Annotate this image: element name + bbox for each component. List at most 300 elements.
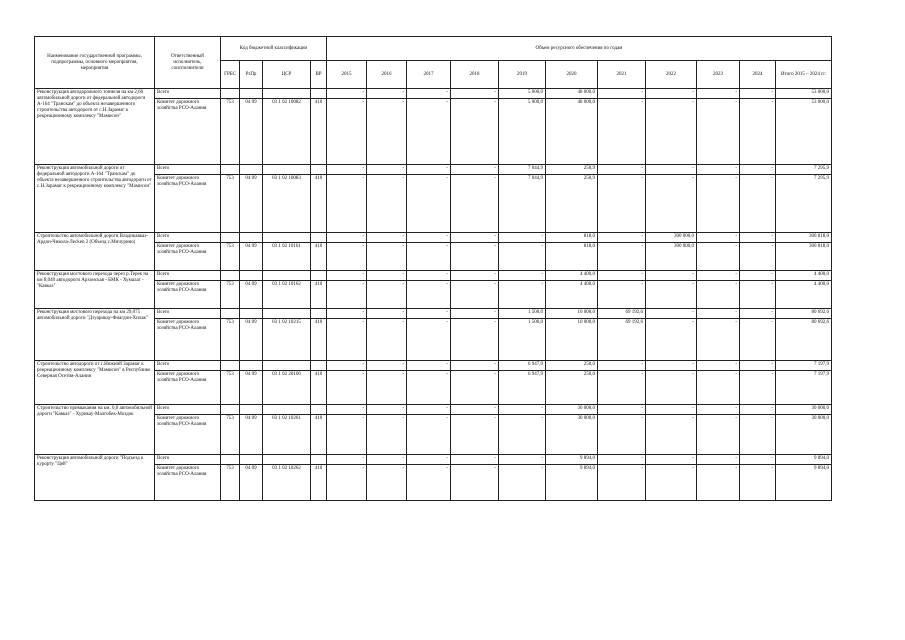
year-value: - — [646, 175, 697, 233]
empty-cell — [221, 361, 240, 371]
year-value: - — [646, 281, 697, 309]
year-value: - — [598, 361, 646, 371]
year-value: - — [367, 271, 407, 281]
empty-cell — [263, 165, 311, 175]
year-value: - — [697, 405, 740, 415]
header-year: 2021 — [598, 61, 646, 89]
year-value: - — [646, 89, 697, 99]
grbs-code: 753 — [221, 175, 240, 233]
year-value: - — [367, 465, 407, 501]
year-value: - — [367, 319, 407, 361]
year-value: - — [499, 271, 546, 281]
year-value: - — [367, 415, 407, 455]
header-year: 2018 — [451, 61, 499, 89]
year-value: - — [740, 455, 776, 465]
budget-table — [34, 36, 832, 501]
year-value: 250,9 — [546, 165, 598, 175]
year-value: - — [327, 319, 367, 361]
executor-name: Комитет дорожного хозяйства РСО-Алания — [155, 465, 221, 501]
year-value: - — [740, 371, 776, 405]
csr-code: 03 1 02 10261 — [263, 415, 311, 455]
year-value: - — [451, 233, 499, 243]
project-total-row — [35, 89, 832, 99]
year-value: - — [740, 281, 776, 309]
year-value: - — [740, 319, 776, 361]
empty-cell — [263, 405, 311, 415]
header-year: 2023 — [697, 61, 740, 89]
empty-cell — [240, 89, 263, 99]
table-body — [35, 89, 832, 501]
year-value: - — [367, 89, 407, 99]
year-value: - — [499, 415, 546, 455]
row-total: 7 295,9 — [776, 175, 832, 233]
year-value: - — [697, 99, 740, 165]
year-value: - — [598, 243, 646, 271]
header-vr: ВР — [311, 61, 327, 89]
year-value: - — [646, 455, 697, 465]
row-label: Всего — [155, 405, 221, 415]
year-value: - — [407, 89, 451, 99]
year-value: - — [451, 309, 499, 319]
empty-cell — [311, 455, 327, 465]
year-value: - — [598, 281, 646, 309]
year-value: - — [407, 99, 451, 165]
empty-cell — [240, 271, 263, 281]
year-value: 300 000,0 — [646, 233, 697, 243]
year-value: - — [740, 243, 776, 271]
empty-cell — [240, 309, 263, 319]
year-value: - — [598, 405, 646, 415]
row-label: Всего — [155, 309, 221, 319]
year-value: - — [327, 281, 367, 309]
year-value: - — [598, 465, 646, 501]
grbs-code: 753 — [221, 319, 240, 361]
project-total-row — [35, 361, 832, 371]
csr-code: 03 1 02 10161 — [263, 243, 311, 271]
executor-name: Комитет дорожного хозяйства РСО-Алания — [155, 243, 221, 271]
year-value: 69 192,6 — [598, 319, 646, 361]
year-value: 1 500,0 — [499, 309, 546, 319]
year-value: - — [451, 465, 499, 501]
year-value: - — [697, 243, 740, 271]
project-executor-row — [35, 243, 832, 271]
header-volume: Объем ресурсного обеспечения по годам — [327, 37, 832, 61]
project-name: Строительство автомобильной дороги Владикавказ-Ардон-Чикола-Лесken 2 (Объезд с.Мичурино) — [35, 233, 155, 271]
year-value: - — [451, 281, 499, 309]
empty-cell — [311, 271, 327, 281]
year-value: - — [451, 371, 499, 405]
year-value: - — [367, 281, 407, 309]
year-value: - — [407, 361, 451, 371]
header-year: 2016 — [367, 61, 407, 89]
year-value: - — [327, 233, 367, 243]
rzpr-code: 04 09 — [240, 465, 263, 501]
vr-code: 410 — [311, 371, 327, 405]
year-value: - — [451, 89, 499, 99]
year-value: 7 044,9 — [499, 165, 546, 175]
year-value: - — [407, 455, 451, 465]
empty-cell — [240, 233, 263, 243]
year-value: - — [740, 89, 776, 99]
year-value: - — [697, 455, 740, 465]
year-value: - — [451, 99, 499, 165]
year-value: - — [407, 371, 451, 405]
year-value: - — [327, 271, 367, 281]
project-executor-row — [35, 175, 832, 233]
executor-name: Комитет дорожного хозяйства РСО-Алания — [155, 281, 221, 309]
empty-cell — [221, 309, 240, 319]
year-value: - — [697, 281, 740, 309]
year-value: - — [598, 455, 646, 465]
project-executor-row — [35, 465, 832, 501]
row-total: 80 692,6 — [776, 309, 832, 319]
year-value: 7 044,9 — [499, 175, 546, 233]
year-value: 10 000,0 — [546, 319, 598, 361]
header-year: 2019 — [499, 61, 546, 89]
empty-cell — [311, 165, 327, 175]
empty-cell — [263, 233, 311, 243]
executor-name: Комитет дорожного хозяйства РСО-Алания — [155, 371, 221, 405]
year-value: - — [740, 415, 776, 455]
year-value: - — [407, 165, 451, 175]
year-value: - — [407, 271, 451, 281]
year-value: - — [499, 405, 546, 415]
executor-name: Комитет дорожного хозяйства РСО-Алания — [155, 99, 221, 165]
year-value: - — [740, 233, 776, 243]
row-total: 300 818,0 — [776, 243, 832, 271]
project-executor-row — [35, 371, 832, 405]
empty-cell — [221, 455, 240, 465]
year-value: - — [407, 243, 451, 271]
empty-cell — [221, 89, 240, 99]
project-executor-row — [35, 319, 832, 361]
empty-cell — [263, 271, 311, 281]
project-name: Реконструкция автодорожного тоннеля на км 2,66 автомобильной дороги от федеральной автодороги А-164 "Транскам" до объекта незавершенного строительства автодороги от с.Н.Зарамаг к рекреационному комплексу "Мамисон" — [35, 89, 155, 165]
year-value: 10 000,0 — [546, 309, 598, 319]
grbs-code: 753 — [221, 281, 240, 309]
project-name: Реконструкция автомобильной дороги от федеральной автодороги А-164 "Транскам" до объекта незавершенного строительства автодороги от с.Н.Зарамаг к рекреационному комплексу "Мамисон" — [35, 165, 155, 233]
year-value: - — [367, 455, 407, 465]
year-value: - — [451, 361, 499, 371]
year-value: - — [646, 415, 697, 455]
row-label: Всего — [155, 455, 221, 465]
empty-cell — [240, 455, 263, 465]
year-value: - — [740, 361, 776, 371]
row-label: Всего — [155, 233, 221, 243]
grbs-code: 753 — [221, 371, 240, 405]
year-value: - — [697, 165, 740, 175]
year-value: - — [598, 99, 646, 165]
year-value: - — [646, 371, 697, 405]
csr-code: 03 1 02 10083 — [263, 175, 311, 233]
empty-cell — [263, 361, 311, 371]
year-value: - — [327, 89, 367, 99]
year-value: - — [367, 233, 407, 243]
year-value: - — [499, 233, 546, 243]
row-total: 4 400,0 — [776, 281, 832, 309]
rzpr-code: 04 09 — [240, 415, 263, 455]
row-label: Всего — [155, 165, 221, 175]
year-value: - — [697, 319, 740, 361]
project-total-row — [35, 271, 832, 281]
year-value: - — [646, 361, 697, 371]
year-value: 69 192,6 — [598, 309, 646, 319]
vr-code: 410 — [311, 281, 327, 309]
empty-cell — [221, 233, 240, 243]
executor-name: Комитет дорожного хозяйства РСО-Алания — [155, 175, 221, 233]
row-total: 80 692,6 — [776, 319, 832, 361]
year-value: - — [499, 281, 546, 309]
year-value: - — [327, 405, 367, 415]
header-kbk: Код бюджетной классификации — [221, 37, 327, 61]
year-value: - — [451, 405, 499, 415]
empty-cell — [221, 405, 240, 415]
row-label: Всего — [155, 271, 221, 281]
year-value: - — [451, 243, 499, 271]
year-value: - — [740, 465, 776, 501]
project-name: Реконструкция мостового перехода на км 29,075 автомобильной дороги "Дзуарикау-Фиагдон-Хилак" — [35, 309, 155, 361]
year-value: - — [740, 271, 776, 281]
year-value: - — [646, 309, 697, 319]
year-value: 6 947,9 — [499, 371, 546, 405]
year-value: - — [697, 465, 740, 501]
year-value: - — [407, 233, 451, 243]
year-value: - — [327, 465, 367, 501]
year-value: - — [499, 455, 546, 465]
year-value: - — [598, 175, 646, 233]
year-value: - — [499, 243, 546, 271]
header-name: Наименование государственной программы, подпрограммы, основного мероприятия, мероприятия — [35, 37, 155, 89]
row-total: 30 000,0 — [776, 415, 832, 455]
row-total: 9 894,0 — [776, 465, 832, 501]
rzpr-code: 04 09 — [240, 99, 263, 165]
csr-code: 03 1 02 10082 — [263, 99, 311, 165]
empty-cell — [311, 405, 327, 415]
rzpr-code: 04 09 — [240, 319, 263, 361]
empty-cell — [311, 361, 327, 371]
row-total: 30 000,0 — [776, 405, 832, 415]
year-value: 250,0 — [546, 371, 598, 405]
year-value: - — [697, 233, 740, 243]
year-value: - — [598, 89, 646, 99]
year-value: - — [367, 405, 407, 415]
year-value: 9 894,0 — [546, 465, 598, 501]
empty-cell — [311, 89, 327, 99]
row-total: 4 400,0 — [776, 271, 832, 281]
year-value: - — [327, 165, 367, 175]
year-value: - — [327, 309, 367, 319]
header-row-1 — [35, 37, 832, 61]
year-value: 4 400,0 — [546, 281, 598, 309]
year-value: 250,9 — [546, 175, 598, 233]
header-year: 2022 — [646, 61, 697, 89]
year-value: - — [697, 415, 740, 455]
year-value: - — [327, 371, 367, 405]
grbs-code: 753 — [221, 465, 240, 501]
vr-code: 410 — [311, 99, 327, 165]
year-value: - — [740, 165, 776, 175]
year-value: 6 947,9 — [499, 361, 546, 371]
year-value: 4 400,0 — [546, 271, 598, 281]
project-name: Строительство автодороги от с.Нижний Зарамаг к рекреационному комплексу "Мамисон" в Республике Северная Осетия-Алания — [35, 361, 155, 405]
year-value: - — [327, 243, 367, 271]
year-value: - — [407, 319, 451, 361]
header-rzpr: РзПр — [240, 61, 263, 89]
year-value: - — [646, 405, 697, 415]
year-value: - — [327, 455, 367, 465]
row-total: 300 818,0 — [776, 233, 832, 243]
project-total-row — [35, 455, 832, 465]
year-value: - — [407, 309, 451, 319]
vr-code: 410 — [311, 243, 327, 271]
year-value: 9 894,0 — [546, 455, 598, 465]
year-value: - — [367, 371, 407, 405]
grbs-code: 753 — [221, 99, 240, 165]
year-value: - — [407, 281, 451, 309]
empty-cell — [263, 309, 311, 319]
year-value: 818,0 — [546, 243, 598, 271]
row-total: 9 894,0 — [776, 455, 832, 465]
year-value: 5 000,0 — [499, 89, 546, 99]
year-value: 1 500,0 — [499, 319, 546, 361]
header-year: 2015 — [327, 61, 367, 89]
year-value: - — [598, 271, 646, 281]
project-executor-row — [35, 99, 832, 165]
empty-cell — [240, 361, 263, 371]
year-value: 30 000,0 — [546, 415, 598, 455]
year-value: - — [697, 309, 740, 319]
rzpr-code: 04 09 — [240, 281, 263, 309]
year-value: - — [367, 175, 407, 233]
empty-cell — [221, 165, 240, 175]
year-value: - — [451, 271, 499, 281]
year-value: - — [367, 243, 407, 271]
year-value: - — [407, 415, 451, 455]
year-value: - — [697, 371, 740, 405]
year-value: - — [646, 271, 697, 281]
empty-cell — [263, 455, 311, 465]
year-value: - — [598, 371, 646, 405]
year-value: - — [646, 465, 697, 501]
year-value: - — [499, 465, 546, 501]
year-value: - — [451, 415, 499, 455]
year-value: - — [740, 175, 776, 233]
executor-name: Комитет дорожного хозяйства РСО-Алания — [155, 319, 221, 361]
row-total: 7 197,9 — [776, 371, 832, 405]
project-executor-row — [35, 281, 832, 309]
year-value: - — [697, 271, 740, 281]
csr-code: 03 1 02 10262 — [263, 465, 311, 501]
rzpr-code: 04 09 — [240, 243, 263, 271]
row-total: 53 000,0 — [776, 99, 832, 165]
year-value: - — [367, 165, 407, 175]
year-value: - — [451, 165, 499, 175]
year-value: 48 000,0 — [546, 99, 598, 165]
year-value: - — [740, 405, 776, 415]
executor-name: Комитет дорожного хозяйства РСО-Алания — [155, 415, 221, 455]
empty-cell — [221, 271, 240, 281]
project-executor-row — [35, 415, 832, 455]
vr-code: 410 — [311, 175, 327, 233]
year-value: - — [740, 309, 776, 319]
year-value: - — [407, 465, 451, 501]
year-value: - — [451, 175, 499, 233]
empty-cell — [263, 89, 311, 99]
year-value: 818,0 — [546, 233, 598, 243]
year-value: - — [367, 309, 407, 319]
year-value: - — [646, 165, 697, 175]
row-label: Всего — [155, 89, 221, 99]
year-value: - — [697, 361, 740, 371]
project-total-row — [35, 165, 832, 175]
header-csr: ЦСР — [263, 61, 311, 89]
vr-code: 410 — [311, 415, 327, 455]
row-label: Всего — [155, 361, 221, 371]
rzpr-code: 04 09 — [240, 175, 263, 233]
year-value: - — [327, 415, 367, 455]
grbs-code: 753 — [221, 243, 240, 271]
project-name: Реконструкция мостового перехода через р.Терек на км 8,040 автодороги Архонская - БМК - Хумалаг - "Кавказ" — [35, 271, 155, 309]
year-value: 250,0 — [546, 361, 598, 371]
year-value: - — [697, 89, 740, 99]
rzpr-code: 04 09 — [240, 371, 263, 405]
header-grbs: ГРБС — [221, 61, 240, 89]
year-value: - — [407, 175, 451, 233]
year-value: - — [598, 165, 646, 175]
year-value: - — [451, 319, 499, 361]
year-value: - — [598, 233, 646, 243]
empty-cell — [240, 405, 263, 415]
grbs-code: 753 — [221, 415, 240, 455]
year-value: - — [740, 99, 776, 165]
csr-code: 03 1 02 10162 — [263, 281, 311, 309]
empty-cell — [240, 165, 263, 175]
row-total: 7 295,9 — [776, 165, 832, 175]
year-value: - — [646, 319, 697, 361]
year-value: - — [598, 415, 646, 455]
row-total: 7 197,9 — [776, 361, 832, 371]
year-value: 5 000,0 — [499, 99, 546, 165]
year-value: - — [367, 361, 407, 371]
project-name: Реконструкция автомобильной дороги "Подъезд к курорту "Цей" — [35, 455, 155, 501]
year-value: 300 000,0 — [646, 243, 697, 271]
row-total: 53 000,0 — [776, 89, 832, 99]
year-value: - — [697, 175, 740, 233]
header-total: Итого 2015 – 2024 гг. — [776, 61, 832, 89]
csr-code: 03 1 02 10215 — [263, 319, 311, 361]
header-executor: Ответственный исполнитель, соисполнители — [155, 37, 221, 89]
empty-cell — [311, 309, 327, 319]
project-total-row — [35, 233, 832, 243]
year-value: - — [327, 361, 367, 371]
project-total-row — [35, 309, 832, 319]
empty-cell — [311, 233, 327, 243]
header-year: 2017 — [407, 61, 451, 89]
project-name: Строительство примыкания на км. 0,0 автомобильной дороги "Кавказ" - Хурикау-Малгобек-Моздок — [35, 405, 155, 455]
year-value: - — [327, 175, 367, 233]
year-value: - — [367, 99, 407, 165]
year-value: - — [407, 405, 451, 415]
year-value: - — [646, 99, 697, 165]
header-year: 2020 — [546, 61, 598, 89]
vr-code: 410 — [311, 319, 327, 361]
year-value: - — [327, 99, 367, 165]
year-value: 30 000,0 — [546, 405, 598, 415]
header-year: 2024 — [740, 61, 776, 89]
project-total-row — [35, 405, 832, 415]
csr-code: 03 1 02 20160 — [263, 371, 311, 405]
vr-code: 410 — [311, 465, 327, 501]
